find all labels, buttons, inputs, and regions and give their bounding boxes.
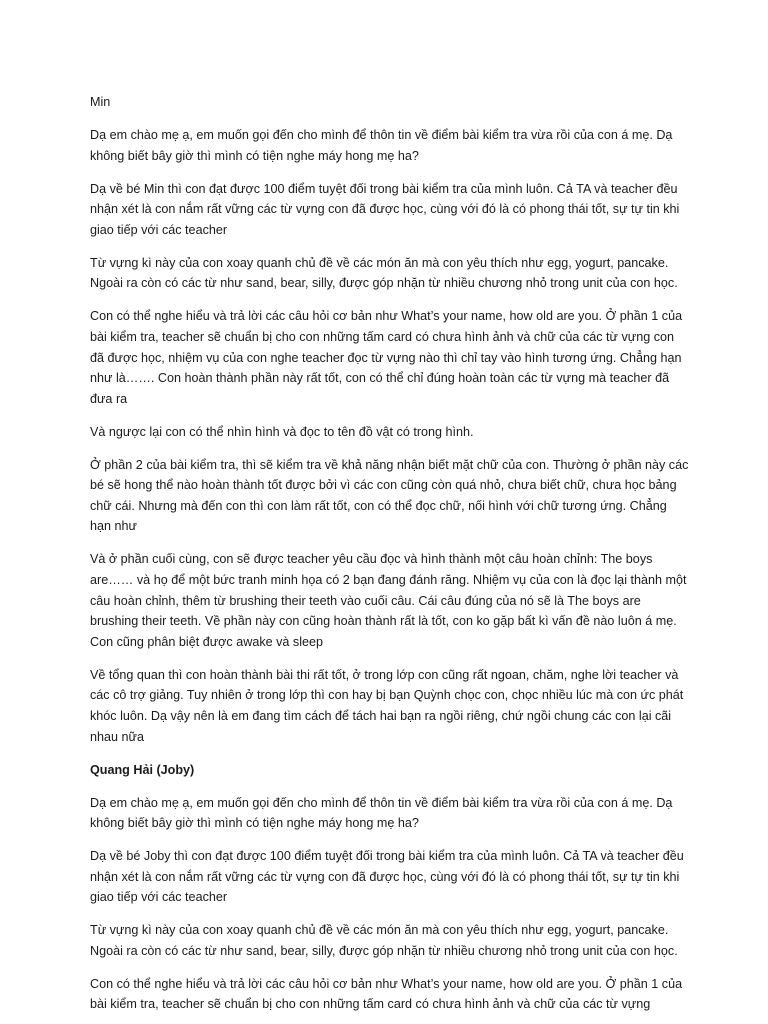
paragraph-vocabulary: Từ vựng kì này của con xoay quanh chủ đề về các món ăn mà con yêu thích như egg, yogurt, pancake. Ngoài ra còn có các từ như sand, bear, silly, được góp nhặn từ nhiều chương nhỏ trong unit của con học. — [90, 255, 678, 291]
paragraph-part-1: Con có thể nghe hiểu và trả lời các câu hỏi cơ bản như What’s your name, how old are you. Ở phần 1 của bài kiểm tra, teacher sẽ chuẩn bị cho con những tấm card có chưa hình ảnh và chữ của các từ vựng con đã được học, nhiệm vụ của con nghe teacher đọc từ vựng nào thì chỉ tay vào hình tương ứng. Chẳng hạn như là……. Con hoàn thành phần này rất tốt, con có thể chỉ đúng hoàn toàn các từ vựng mà teacher đã đưa ra — [90, 309, 683, 406]
paragraph-overview: Về tổng quan thì con hoàn thành bài thi rất tốt, ở trong lớp con cũng rất ngoan, chăm, nghe lời teacher và các cô trợ giảng. Tuy nhiên ở trong lớp thì con hay bị bạn Quỳnh chọc con, chọc nhiều lúc mà con ức phát khóc luôn. Dạ vậy nên là em đang tìm cách để tách hai bạn ra ngồi riêng, chứ ngồi chung các con lại cãi nhau nữa — [90, 667, 684, 744]
paragraph-score-joby: Dạ về bé Joby thì con đạt được 100 điểm tuyệt đối trong bài kiểm tra của mình luôn. Cả TA và teacher đều nhận xét là con nắm rất vững các từ vựng con đã được học, cùng với đó là có phong thái tốt, sự tự tin khi giao tiếp với các teacher — [90, 849, 684, 905]
paragraph-part-3: Và ở phần cuối cùng, con sẽ được teacher yêu cầu đọc và hình thành một câu hoàn chỉnh: The boys are…… và họ để một bức tranh minh họa có 2 bạn đang đánh răng. Nhiệm vụ của con là đọc lại thành một câu hoàn chỉnh, thêm từ brushing their teeth vào cuối câu. Cái câu đúng của nó sẽ là The boys are brushing their teeth. Về phần này con cũng hoàn thành rất là tốt, con ko gặp bất kì vấn đề nào luôn á mẹ. Con cũng phân biệt được awake và sleep — [90, 552, 687, 649]
paragraph-vocabulary-joby: Từ vựng kì này của con xoay quanh chủ đề về các món ăn mà con yêu thích như egg, yogurt, pancake. Ngoài ra còn có các từ như sand, bear, silly, được góp nhặn từ nhiều chương nhỏ trong unit của con học. — [90, 923, 678, 958]
student-name-min: Min — [90, 95, 111, 109]
paragraph-greeting-joby: Dạ em chào mẹ ạ, em muốn gọi đến cho mình để thôn tin về điểm bài kiểm tra vừa rồi của con á mẹ. Dạ không biết bây giờ thì mình có tiện nghe máy hong mẹ ha? — [90, 795, 673, 831]
document-body — [90, 92, 690, 1024]
student-name-joby: Quang Hải (Joby) — [90, 762, 195, 777]
paragraph-part-2: Ở phần 2 của bài kiểm tra, thì sẽ kiểm tra về khả năng nhận biết mặt chữ của con. Thường ở phần này các bé sẽ hong thể nào hoàn thành tốt được bởi vì các con cũng còn quá nhỏ, chưa biết chữ, chưa học bảng chữ cái. Nhưng mà đến con thì con làm rất tốt, con có thể đọc chữ, nối hình với chữ tương ứng. Chẳng hạn như — [90, 457, 689, 534]
paragraph-part-1-joby: Con có thể nghe hiểu và trả lời các câu hỏi cơ bản như What’s your name, how old are you. Ở phần 1 của bài kiểm tra, teacher sẽ chuẩn bị cho con những tấm card có chưa hình ảnh và chữ của các từ vựng — [90, 976, 683, 1012]
paragraph-naming: Và ngược lại con có thể nhìn hình và đọc to tên đồ vật có trong hình. — [90, 424, 474, 439]
paragraph-greeting: Dạ em chào mẹ ạ, em muốn gọi đến cho mình để thôn tin về điểm bài kiểm tra vừa rồi của con á mẹ. Dạ không biết bây giờ thì mình có tiện nghe máy hong mẹ ha? — [90, 127, 673, 163]
paragraph-score: Dạ về bé Min thì con đạt được 100 điểm tuyệt đối trong bài kiểm tra của mình luôn. Cả TA và teacher đều nhận xét là con nắm rất vững các từ vựng con đã được học, cùng với đó là có phong thái tốt, sự tự tin khi giao tiếp với các teacher — [90, 181, 680, 237]
